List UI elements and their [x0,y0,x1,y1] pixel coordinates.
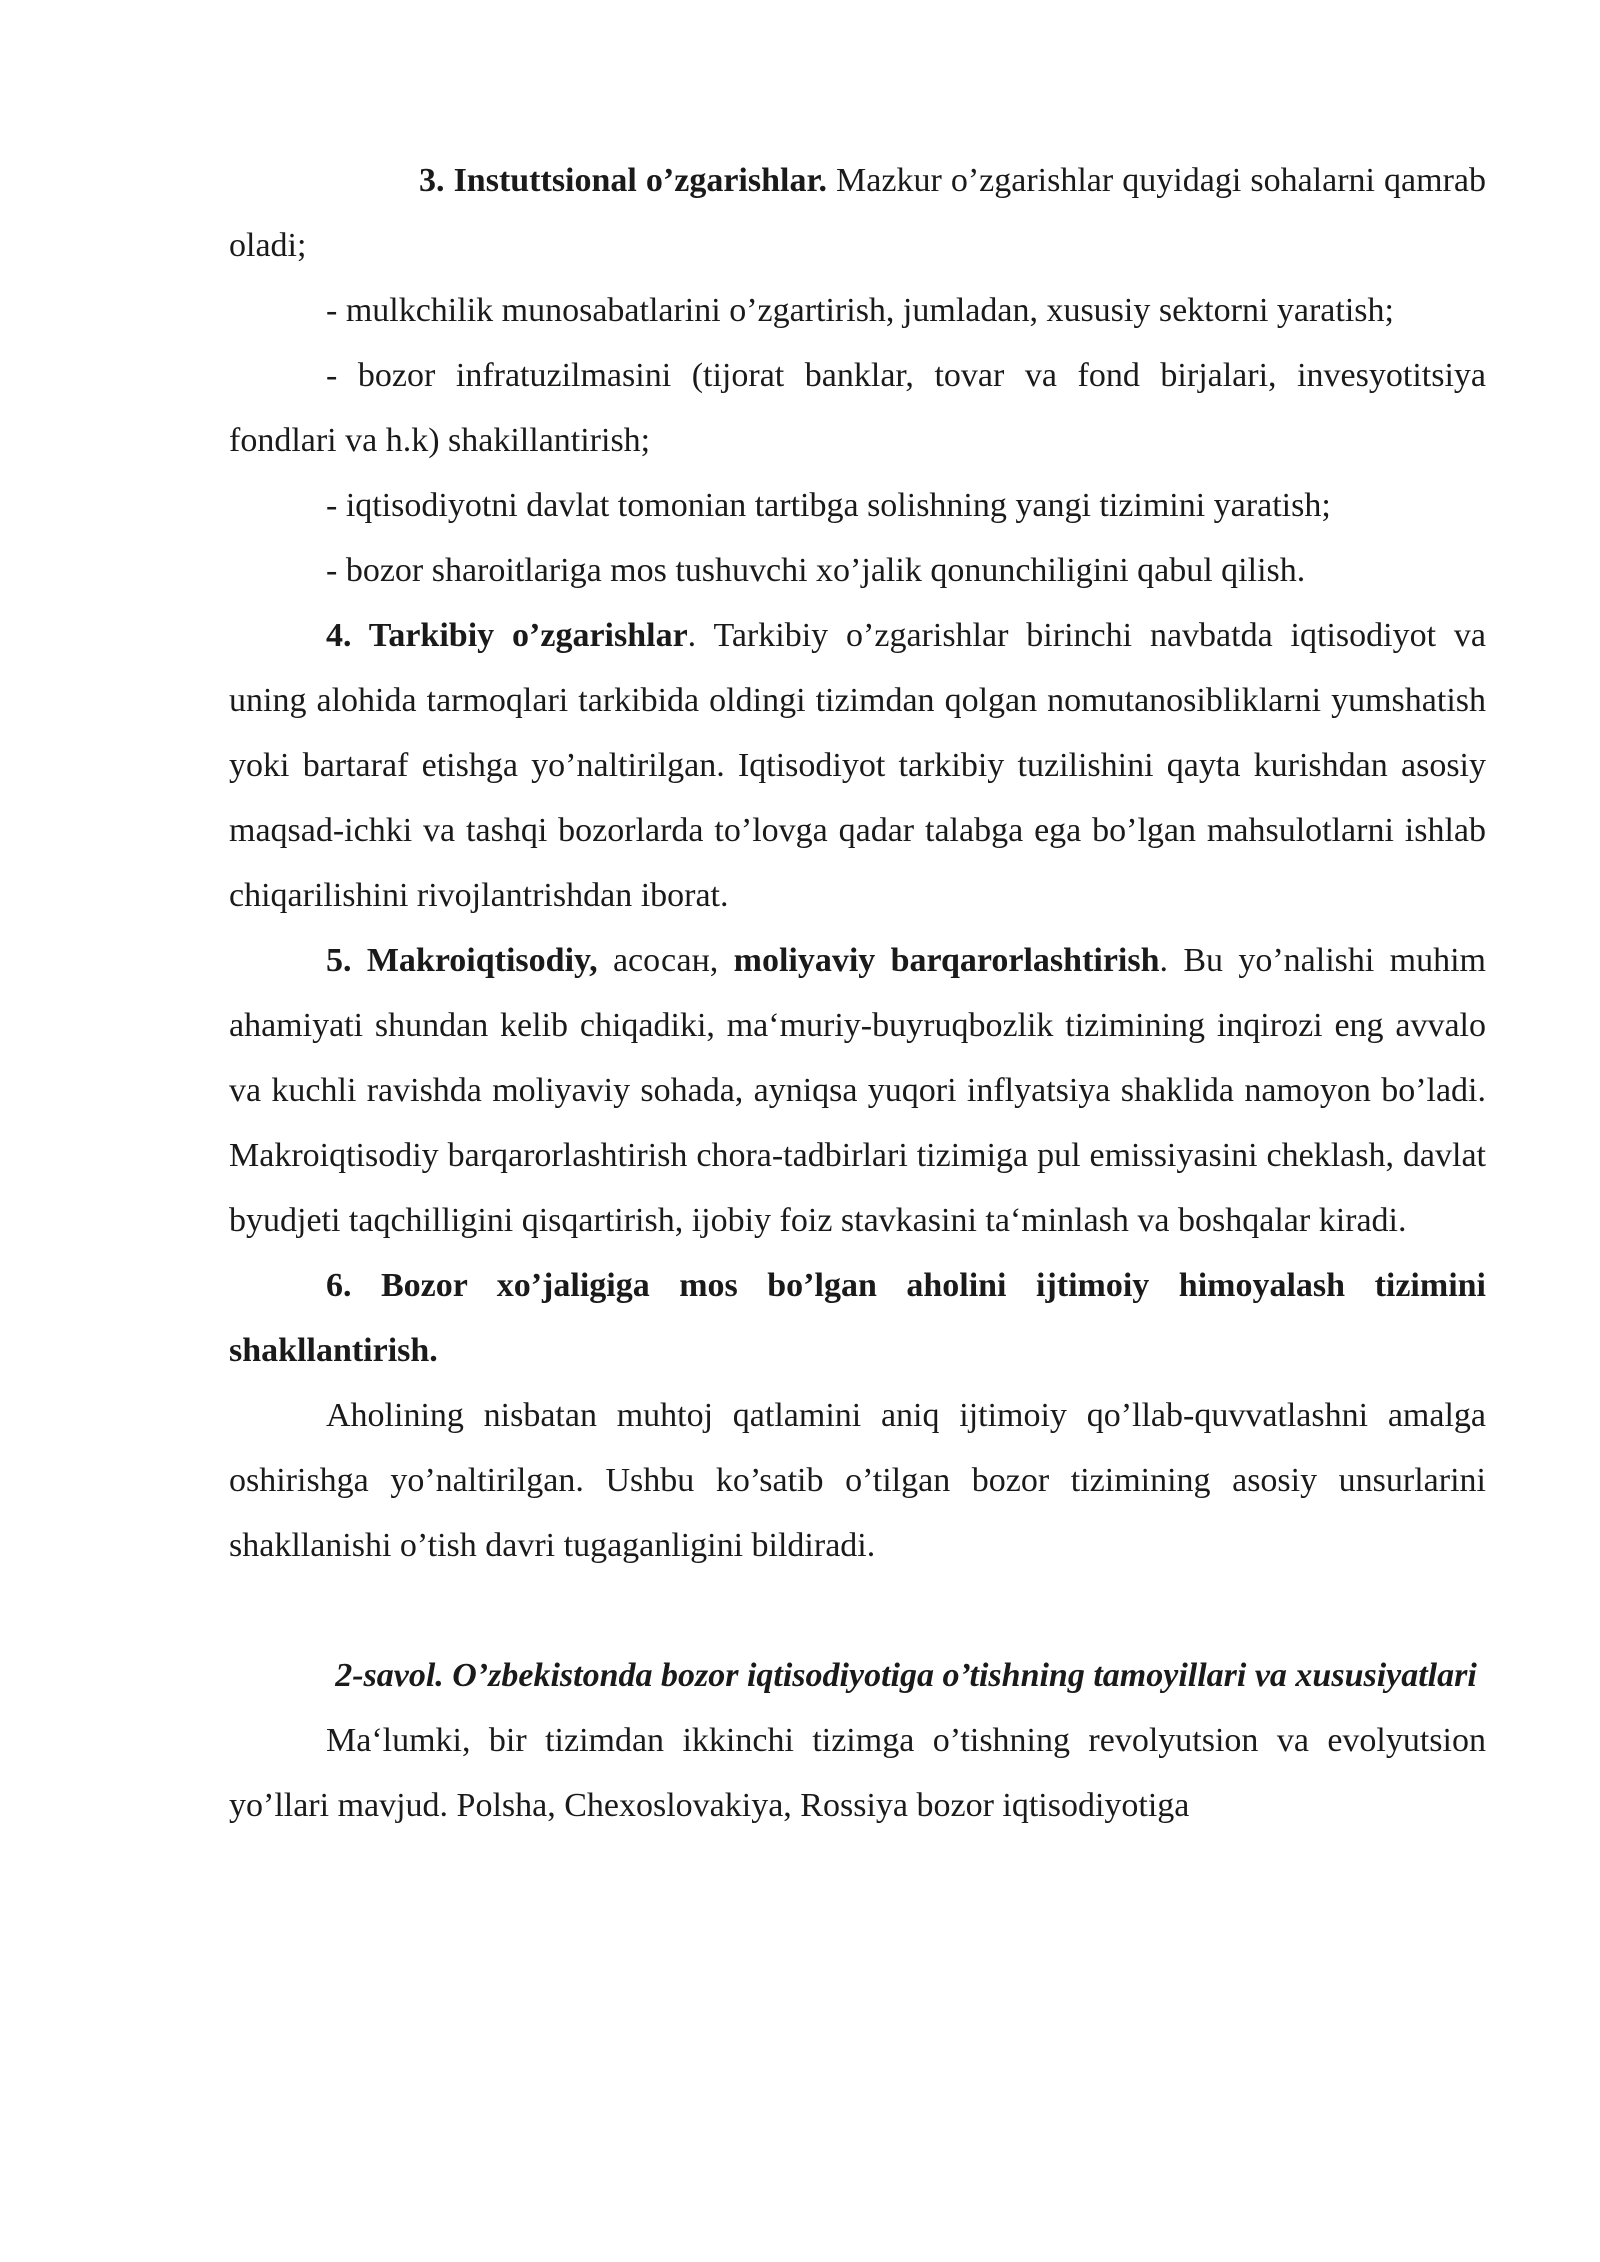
section-5-body: . Bu yo’nalishi muhim ahamiyati shundan kelib chiqadiki, ma‘muriy-buyruqbozlik tizimining inqirozi eng avvalo va kuchli ravishda moliyaviy sohada, ayniqsa yuqori inflyatsiya shaklida namoyon bo’ladi. Makroiqtisodiy barqarorlashtirish chora-tadbirlari tizimiga pul emissiyasini cheklash, davlat byudjeti taqchilligini qisqartirish, ijobiy foiz stavkasini ta‘minlash va boshqalar kiradi. [229,942,1486,1239]
section-3-item-2: - bozor infratuzilmasini (tijorat banklar, tovar va fond birjalari, invesyotitsiya fondlari va h.k) shakillantirish; [229,357,1486,459]
section-3-intro: Mazkur o’zgarishlar quyidagi sohalarni qamrab oladi; [229,162,1486,264]
section-3-paragraph [229,148,1486,278]
section-5-title-part-1: 5. Makroiqtisodiy, [326,942,598,979]
section-6-title: 6. Bozor xo’jaligiga mos bo’lgan aholini ijtimoiy himoyalash tizimini shakllantirish. [229,1267,1486,1369]
blank-line [229,1578,1486,1643]
section-5-title-part-2: moliyaviy barqarorlashtirish [733,942,1160,979]
section-3-item-1: - mulkchilik munosabatlarini o’zgartirish, jumladan, xususiy sektorni yaratish; [326,292,1394,329]
section-4-paragraph [229,603,1486,928]
section-6-body: Aholining nisbatan muhtoj qatlamini aniq ijtimoiy qo’llab-quvvatlashni amalga oshirishga yo’naltirilgan. Ushbu ko’satib o’tilgan bozor tizimining asosiy unsurlarini shakllanishi o’tish davri tugaganligini bildiradi. [229,1397,1486,1564]
section-4-body: . Tarkibiy o’zgarishlar birinchi navbatda iqtisodiyot va uning alohida tarmoqlari tarkibida oldingi tizimdan qolgan nomutanosibliklarni yumshatish yoki bartaraf etishga yo’naltirilgan. Iqtisodiyot tarkibiy tuzilishini qayta kurishdan asosiy maqsad-ichki va tashqi bozorlarda to’lovga qadar talabga ega bo’lgan mahsulotlarni ishlab chiqarilishini rivojlantrishdan iborat. [229,617,1487,914]
document-page [229,148,1486,1838]
section-4-title: 4. Tarkibiy o’zgarishlar [326,617,688,654]
section-3-title: 3. Instuttsional o’zgarishlar. [419,162,827,199]
section-5-connector: асосан, [597,942,734,979]
question-2-heading: 2-savol. O’zbekistonda bozor iqtisodiyotiga o’tishning tamoyillari va xususiyatlari [335,1657,1477,1694]
question-2-body: Ma‘lumki, bir tizimdan ikkinchi tizimga o’tishning revolyutsion va evolyutsion yo’llari mavjud. Polsha, Chexoslovakiya, Rossiya bozor iqtisodiyotiga [229,1722,1486,1824]
section-5-paragraph [229,928,1486,1253]
section-3-item-4: - bozor sharoitlariga mos tushuvchi xo’jalik qonunchiligini qabul qilish. [326,552,1306,589]
section-3-item-3: - iqtisodiyotni davlat tomonian tartibga solishning yangi tizimini yaratish; [326,487,1331,524]
